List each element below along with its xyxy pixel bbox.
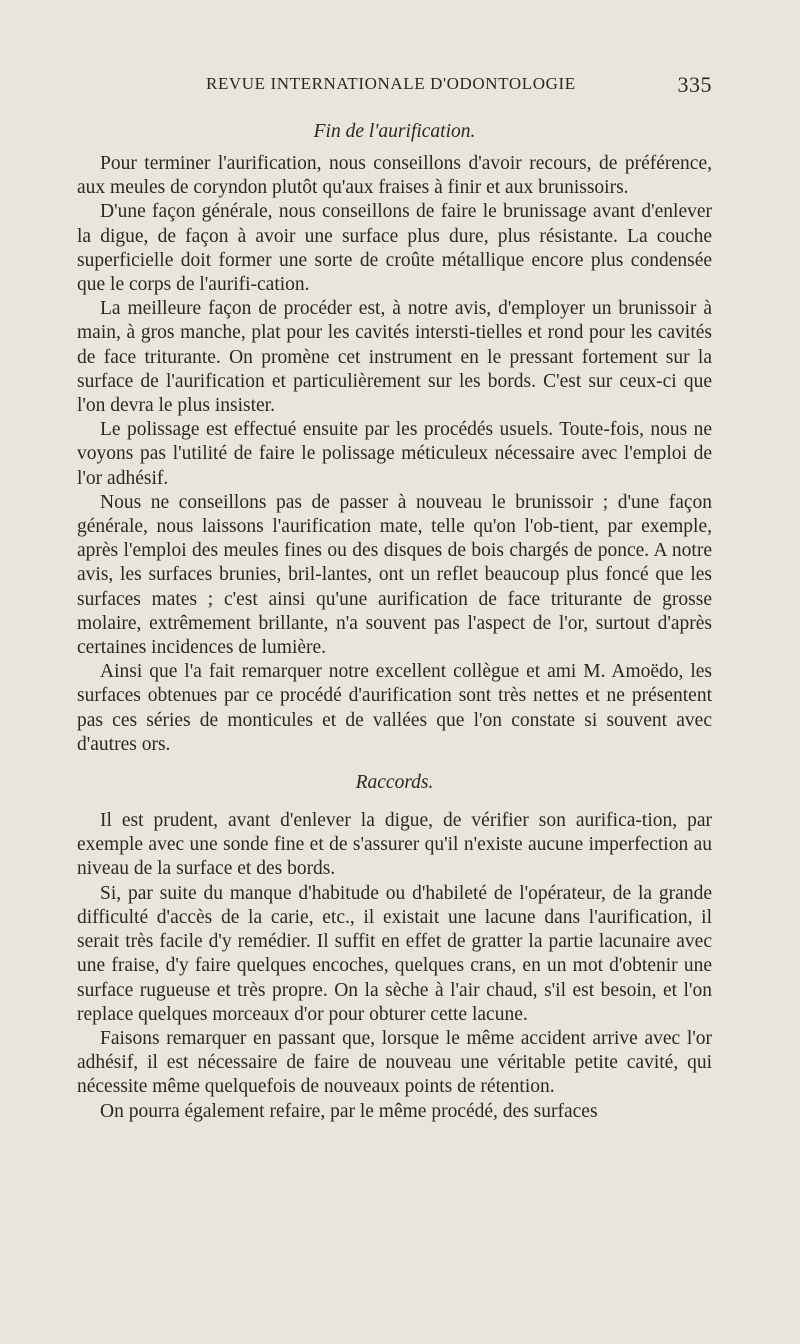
paragraph: Ainsi que l'a fait remarquer notre excellent collègue et ami M. Amoëdo, les surfaces obtenues par ce procédé d'aurification sont très nettes et ne présentent pas ces séries de monticules et de vallées que l'on constate si souvent avec d'autres ors. — [77, 661, 712, 755]
section-title-fin-aurification: Fin de l'aurification. — [313, 121, 476, 142]
running-title: REVUE INTERNATIONALE D'ODONTOLOGIE — [206, 74, 576, 93]
paragraph: D'une façon générale, nous conseillons de faire le brunissage avant d'enlever la digue, de façon à avoir une surface plus dure, plus résistante. La couche superficielle doit former une sorte de croûte métallique encore plus condensée que le corps de l'aurifi-cation. — [77, 201, 712, 296]
page-number: 335 — [677, 72, 712, 97]
paragraph: Nous ne conseillons pas de passer à nouveau le brunissoir ; d'une façon générale, nous laissons l'aurification mate, telle qu'on l'ob-tient, par exemple, après l'emploi des meules fines ou des disques de bois chargés de ponce. A notre avis, les surfaces brunies, bril-lantes, ont un reflet beaucoup plus foncé que les surfaces mates ; c'est ainsi qu'une aurification de face triturante de grosse molaire, extrêmement brillante, n'a souvent pas l'aspect de l'or, surtout d'après certaines incidences de lumière. — [77, 491, 712, 659]
paragraph: Il est prudent, avant d'enlever la digue, de vérifier son aurifica-tion, par exemple avec une sonde fine et de s'assurer qu'il n'existe aucune imperfection au niveau de la surface et des bords. — [77, 810, 712, 880]
paragraph: On pourra également refaire, par le même procédé, des surfaces — [100, 1100, 598, 1122]
section-title-raccords: Raccords. — [355, 772, 434, 794]
paragraph: Faisons remarquer en passant que, lorsque le même accident arrive avec l'or adhésif, il est nécessaire de faire de nouveau une véritable petite cavité, qui nécessite même quelquefois de nouveaux points de rétention. — [77, 1027, 712, 1098]
body-text — [77, 120, 712, 1124]
paragraph: La meilleure façon de procéder est, à notre avis, d'employer un brunissoir à main, à gros manche, plat pour les cavités intersti-tielles et rond pour les cavités de face triturante. On promène cet instrument en le pressant fortement sur la surface de l'aurification et particulièrement sur les bords. C'est sur ceux-ci que l'on devra le plus insister. — [77, 298, 712, 417]
paragraph: Le polissage est effectué ensuite par les procédés usuels. Toute-fois, nous ne voyons pas l'utilité de faire le polissage méticuleux nécessaire avec l'emploi de l'or adhésif. — [77, 419, 712, 489]
running-header — [0, 74, 712, 102]
paragraph: Pour terminer l'aurification, nous conseillons d'avoir recours, de préférence, aux meules de coryndon plutôt qu'aux fraises à finir et aux brunissoirs. — [77, 153, 712, 199]
paragraph: Si, par suite du manque d'habitude ou d'habileté de l'opérateur, de la grande difficulté d'accès de la carie, etc., il existait une lacune dans l'aurification, il serait très facile d'y remédier. Il suffit en effet de gratter la partie lacunaire avec une fraise, d'y faire quelques encoches, quelques crans, en un mot d'obtenir une surface rugueuse et très propre. On la sèche à l'air chaud, s'il est besoin, et l'on replace quelques morceaux d'or pour obturer cette lacune. — [77, 882, 712, 1025]
